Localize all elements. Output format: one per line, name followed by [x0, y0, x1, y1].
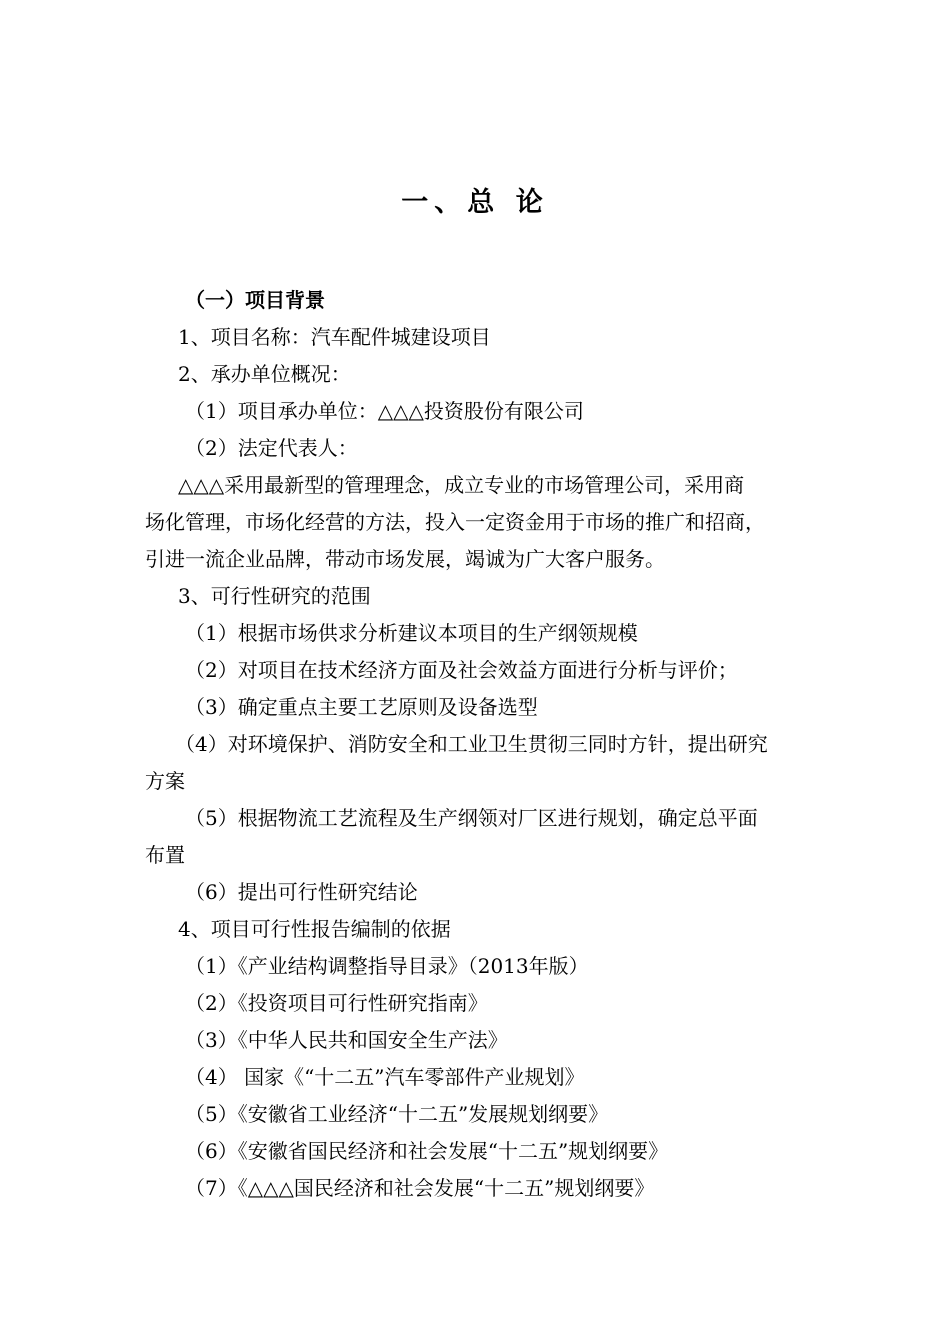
basis-list-item: （6）《安徽省国民经济和社会发展“十二五”规划纲要》 — [185, 1139, 669, 1163]
item-undertaker-overview: 2、承办单位概况： — [178, 362, 351, 386]
scope-list-item: （3）确定重点主要工艺原则及设备选型 — [185, 695, 538, 719]
paragraph-line: △△△采用最新型的管理理念，成立专业的市场管理公司，采用商 — [178, 473, 745, 497]
scope-list-item-continuation: 布置 — [145, 843, 185, 867]
scope-list-item-continuation: 方案 — [145, 769, 185, 793]
item-legal-representative: （2）法定代表人： — [185, 436, 358, 460]
page-title: 一、总 论 — [401, 187, 549, 218]
item-feasibility-scope: 3、可行性研究的范围 — [178, 584, 371, 608]
scope-list-item: （1）根据市场供求分析建议本项目的生产纲领规模 — [185, 621, 638, 645]
item-report-basis: 4、项目可行性报告编制的依据 — [178, 917, 451, 941]
scope-list-item: （2）对项目在技术经济方面及社会效益方面进行分析与评价； — [185, 658, 738, 682]
basis-list-item: （4） 国家《“十二五”汽车零部件产业规划》 — [185, 1065, 585, 1089]
basis-list-item: （5）《安徽省工业经济“十二五”发展规划纲要》 — [185, 1102, 609, 1126]
basis-list-item: （7）《△△△国民经济和社会发展“十二五”规划纲要》 — [185, 1176, 655, 1200]
paragraph-line: 引进一流企业品牌，带动市场发展，竭诚为广大客户服务。 — [145, 547, 665, 571]
item-project-name: 1、项目名称：汽车配件城建设项目 — [178, 325, 491, 349]
scope-list-item: （5）根据物流工艺流程及生产纲领对厂区进行规划，确定总平面 — [185, 806, 758, 830]
paragraph-line: 场化管理，市场化经营的方法，投入一定资金用于市场的推广和招商， — [145, 510, 765, 534]
scope-list-item: （4）对环境保护、消防安全和工业卫生贯彻三同时方针，提出研究 — [175, 732, 768, 756]
section-heading-background: （一）项目背景 — [185, 288, 325, 312]
basis-list-item: （1）《产业结构调整指导目录》（2013年版） — [185, 954, 589, 978]
basis-list-item: （3）《中华人民共和国安全生产法》 — [185, 1028, 508, 1052]
item-undertaker-unit: （1）项目承办单位：△△△投资股份有限公司 — [185, 399, 584, 423]
scope-list-item: （6）提出可行性研究结论 — [185, 880, 418, 904]
basis-list-item: （2）《投资项目可行性研究指南》 — [185, 991, 488, 1015]
